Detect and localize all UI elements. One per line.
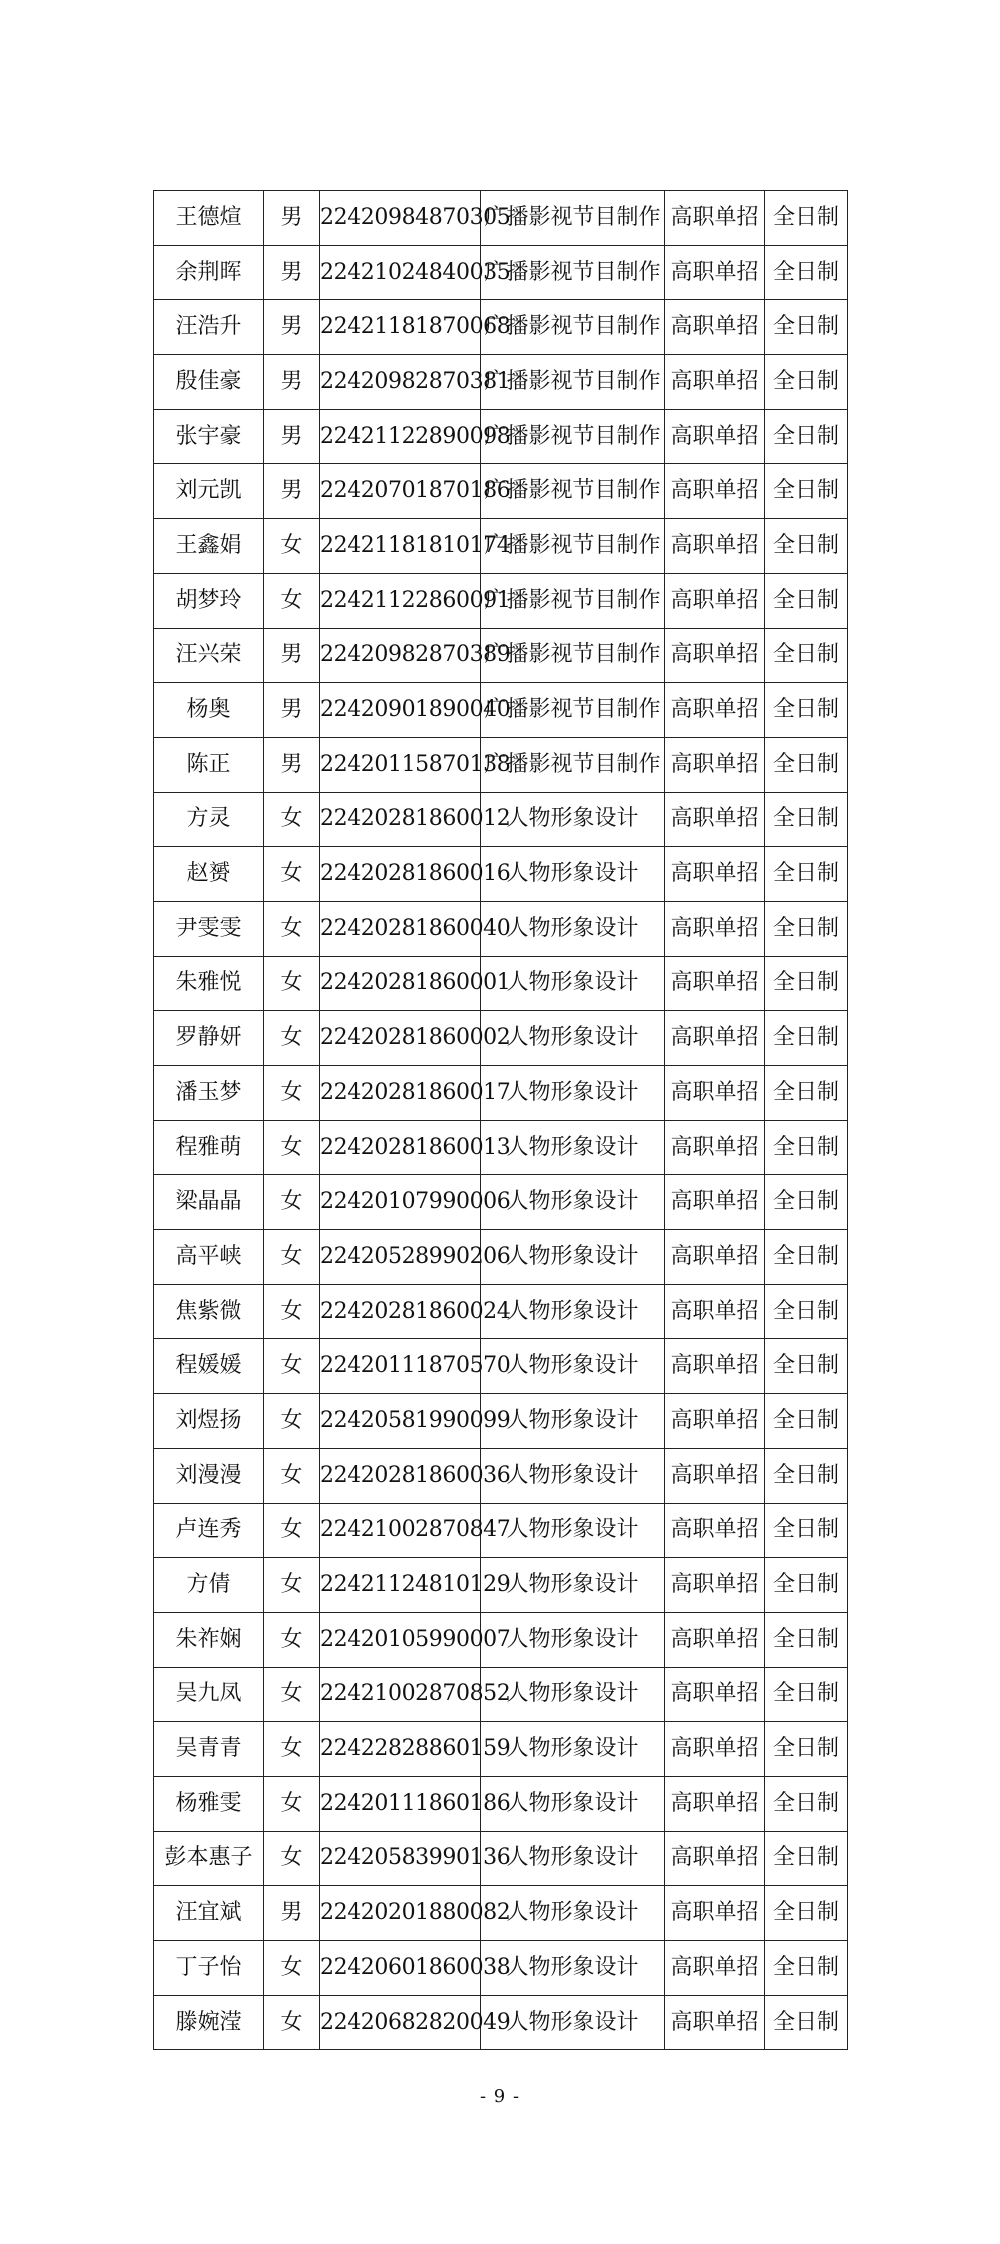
table-row xyxy=(154,901,848,956)
major-cell: 人物形象设计 xyxy=(481,1667,665,1722)
major-cell: 广播影视节目制作 xyxy=(481,464,665,519)
gender-cell: 女 xyxy=(264,1011,320,1066)
gender-cell: 女 xyxy=(264,1448,320,1503)
major-cell: 人物形象设计 xyxy=(481,1941,665,1996)
major-cell: 广播影视节目制作 xyxy=(481,573,665,628)
candidate-number-cell: 22420107990006 xyxy=(320,1175,481,1230)
gender-cell: 女 xyxy=(264,1722,320,1777)
student-name-cell: 余荆晖 xyxy=(154,245,264,300)
candidate-number-cell: 22421002870847 xyxy=(320,1503,481,1558)
major-cell: 广播影视节目制作 xyxy=(481,409,665,464)
candidate-number-cell: 22420982870389 xyxy=(320,628,481,683)
major-cell: 广播影视节目制作 xyxy=(481,683,665,738)
major-cell: 广播影视节目制作 xyxy=(481,191,665,246)
gender-cell: 女 xyxy=(264,1667,320,1722)
major-cell: 人物形象设计 xyxy=(481,1230,665,1285)
major-cell: 人物形象设计 xyxy=(481,1831,665,1886)
admission-type-cell: 高职单招 xyxy=(665,245,765,300)
roster-body xyxy=(154,191,848,2050)
student-name-cell: 方灵 xyxy=(154,792,264,847)
student-name-cell: 杨奥 xyxy=(154,683,264,738)
student-name-cell: 滕婉滢 xyxy=(154,1995,264,2050)
major-cell: 人物形象设计 xyxy=(481,1339,665,1394)
admission-type-cell: 高职单招 xyxy=(665,1667,765,1722)
gender-cell: 男 xyxy=(264,245,320,300)
study-mode-cell: 全日制 xyxy=(765,1612,848,1667)
table-row xyxy=(154,573,848,628)
gender-cell: 女 xyxy=(264,956,320,1011)
gender-cell: 男 xyxy=(264,409,320,464)
gender-cell: 男 xyxy=(264,628,320,683)
major-cell: 人物形象设计 xyxy=(481,1120,665,1175)
table-row xyxy=(154,1886,848,1941)
gender-cell: 女 xyxy=(264,1776,320,1831)
student-name-cell: 吴九凤 xyxy=(154,1667,264,1722)
candidate-number-cell: 22420528990206 xyxy=(320,1230,481,1285)
student-name-cell: 朱雅悦 xyxy=(154,956,264,1011)
gender-cell: 男 xyxy=(264,191,320,246)
candidate-number-cell: 22420982870381 xyxy=(320,355,481,410)
gender-cell: 女 xyxy=(264,1339,320,1394)
student-name-cell: 彭本惠子 xyxy=(154,1831,264,1886)
gender-cell: 男 xyxy=(264,300,320,355)
candidate-number-cell: 22420682820049 xyxy=(320,1995,481,2050)
study-mode-cell: 全日制 xyxy=(765,1448,848,1503)
admission-type-cell: 高职单招 xyxy=(665,409,765,464)
admission-type-cell: 高职单招 xyxy=(665,1886,765,1941)
table-row xyxy=(154,1941,848,1996)
major-cell: 人物形象设计 xyxy=(481,1394,665,1449)
candidate-number-cell: 22420281860036 xyxy=(320,1448,481,1503)
gender-cell: 男 xyxy=(264,683,320,738)
table-row xyxy=(154,519,848,574)
candidate-number-cell: 22420281860024 xyxy=(320,1284,481,1339)
student-name-cell: 卢连秀 xyxy=(154,1503,264,1558)
study-mode-cell: 全日制 xyxy=(765,792,848,847)
admission-type-cell: 高职单招 xyxy=(665,1448,765,1503)
candidate-number-cell: 22421122860091 xyxy=(320,573,481,628)
table-row xyxy=(154,1558,848,1613)
table-row xyxy=(154,409,848,464)
study-mode-cell: 全日制 xyxy=(765,1011,848,1066)
gender-cell: 男 xyxy=(264,1886,320,1941)
major-cell: 人物形象设计 xyxy=(481,901,665,956)
table-row xyxy=(154,792,848,847)
gender-cell: 女 xyxy=(264,1394,320,1449)
student-name-cell: 汪兴荣 xyxy=(154,628,264,683)
table-row xyxy=(154,1120,848,1175)
admission-type-cell: 高职单招 xyxy=(665,1612,765,1667)
study-mode-cell: 全日制 xyxy=(765,573,848,628)
table-row xyxy=(154,355,848,410)
table-row xyxy=(154,464,848,519)
study-mode-cell: 全日制 xyxy=(765,737,848,792)
table-row xyxy=(154,628,848,683)
page-number: - 9 - xyxy=(479,2086,521,2107)
student-name-cell: 方倩 xyxy=(154,1558,264,1613)
candidate-number-cell: 22420111870570 xyxy=(320,1339,481,1394)
study-mode-cell: 全日制 xyxy=(765,1667,848,1722)
admission-type-cell: 高职单招 xyxy=(665,847,765,902)
admission-type-cell: 高职单招 xyxy=(665,355,765,410)
candidate-number-cell: 22421024840035 xyxy=(320,245,481,300)
admission-type-cell: 高职单招 xyxy=(665,1995,765,2050)
study-mode-cell: 全日制 xyxy=(765,1995,848,2050)
student-name-cell: 高平峡 xyxy=(154,1230,264,1285)
study-mode-cell: 全日制 xyxy=(765,901,848,956)
major-cell: 广播影视节目制作 xyxy=(481,628,665,683)
table-row xyxy=(154,300,848,355)
gender-cell: 男 xyxy=(264,464,320,519)
gender-cell: 女 xyxy=(264,519,320,574)
table-row xyxy=(154,1284,848,1339)
study-mode-cell: 全日制 xyxy=(765,1776,848,1831)
student-name-cell: 胡梦玲 xyxy=(154,573,264,628)
student-name-cell: 潘玉梦 xyxy=(154,1066,264,1121)
major-cell: 广播影视节目制作 xyxy=(481,355,665,410)
student-name-cell: 程媛媛 xyxy=(154,1339,264,1394)
admission-type-cell: 高职单招 xyxy=(665,1503,765,1558)
student-name-cell: 刘漫漫 xyxy=(154,1448,264,1503)
gender-cell: 女 xyxy=(264,1558,320,1613)
table-row xyxy=(154,1612,848,1667)
table-row xyxy=(154,1175,848,1230)
gender-cell: 女 xyxy=(264,573,320,628)
table-row xyxy=(154,1339,848,1394)
major-cell: 人物形象设计 xyxy=(481,1066,665,1121)
major-cell: 广播影视节目制作 xyxy=(481,519,665,574)
candidate-number-cell: 22420701870186 xyxy=(320,464,481,519)
study-mode-cell: 全日制 xyxy=(765,1120,848,1175)
table-row xyxy=(154,1667,848,1722)
table-row xyxy=(154,1394,848,1449)
study-mode-cell: 全日制 xyxy=(765,1558,848,1613)
major-cell: 人物形象设计 xyxy=(481,1503,665,1558)
candidate-number-cell: 22420281860017 xyxy=(320,1066,481,1121)
study-mode-cell: 全日制 xyxy=(765,1175,848,1230)
study-mode-cell: 全日制 xyxy=(765,409,848,464)
candidate-number-cell: 22420984870305 xyxy=(320,191,481,246)
student-name-cell: 殷佳豪 xyxy=(154,355,264,410)
candidate-number-cell: 22420281860012 xyxy=(320,792,481,847)
candidate-number-cell: 22420281860002 xyxy=(320,1011,481,1066)
candidate-number-cell: 22420115870138 xyxy=(320,737,481,792)
table-row xyxy=(154,245,848,300)
student-name-cell: 陈正 xyxy=(154,737,264,792)
gender-cell: 女 xyxy=(264,1941,320,1996)
table-row xyxy=(154,1011,848,1066)
admission-type-cell: 高职单招 xyxy=(665,300,765,355)
table-row xyxy=(154,1066,848,1121)
study-mode-cell: 全日制 xyxy=(765,628,848,683)
candidate-number-cell: 22422828860159 xyxy=(320,1722,481,1777)
student-name-cell: 张宇豪 xyxy=(154,409,264,464)
admission-type-cell: 高职单招 xyxy=(665,901,765,956)
gender-cell: 女 xyxy=(264,847,320,902)
candidate-number-cell: 22420281860040 xyxy=(320,901,481,956)
major-cell: 广播影视节目制作 xyxy=(481,300,665,355)
major-cell: 人物形象设计 xyxy=(481,1886,665,1941)
table-row xyxy=(154,1831,848,1886)
study-mode-cell: 全日制 xyxy=(765,1339,848,1394)
candidate-number-cell: 22421124810129 xyxy=(320,1558,481,1613)
major-cell: 人物形象设计 xyxy=(481,1011,665,1066)
student-name-cell: 丁子怡 xyxy=(154,1941,264,1996)
study-mode-cell: 全日制 xyxy=(765,1503,848,1558)
admission-type-cell: 高职单招 xyxy=(665,1394,765,1449)
candidate-number-cell: 22420201880082 xyxy=(320,1886,481,1941)
study-mode-cell: 全日制 xyxy=(765,1722,848,1777)
student-name-cell: 汪宜斌 xyxy=(154,1886,264,1941)
student-name-cell: 杨雅雯 xyxy=(154,1776,264,1831)
admission-type-cell: 高职单招 xyxy=(665,1175,765,1230)
major-cell: 人物形象设计 xyxy=(481,1558,665,1613)
student-roster-table xyxy=(153,190,848,2050)
student-name-cell: 汪浩升 xyxy=(154,300,264,355)
gender-cell: 女 xyxy=(264,1612,320,1667)
study-mode-cell: 全日制 xyxy=(765,355,848,410)
table-row xyxy=(154,1776,848,1831)
major-cell: 人物形象设计 xyxy=(481,847,665,902)
admission-type-cell: 高职单招 xyxy=(665,1230,765,1285)
study-mode-cell: 全日制 xyxy=(765,847,848,902)
student-name-cell: 王鑫娟 xyxy=(154,519,264,574)
gender-cell: 男 xyxy=(264,355,320,410)
candidate-number-cell: 22421122890098 xyxy=(320,409,481,464)
table-row xyxy=(154,1995,848,2050)
study-mode-cell: 全日制 xyxy=(765,1394,848,1449)
study-mode-cell: 全日制 xyxy=(765,1886,848,1941)
candidate-number-cell: 22420111860186 xyxy=(320,1776,481,1831)
admission-type-cell: 高职单招 xyxy=(665,1120,765,1175)
admission-type-cell: 高职单招 xyxy=(665,792,765,847)
study-mode-cell: 全日制 xyxy=(765,1284,848,1339)
student-name-cell: 刘煜扬 xyxy=(154,1394,264,1449)
table-row xyxy=(154,956,848,1011)
admission-type-cell: 高职单招 xyxy=(665,573,765,628)
student-name-cell: 赵赟 xyxy=(154,847,264,902)
study-mode-cell: 全日制 xyxy=(765,245,848,300)
candidate-number-cell: 22421181810174 xyxy=(320,519,481,574)
gender-cell: 女 xyxy=(264,1175,320,1230)
study-mode-cell: 全日制 xyxy=(765,683,848,738)
study-mode-cell: 全日制 xyxy=(765,519,848,574)
table-row xyxy=(154,847,848,902)
major-cell: 人物形象设计 xyxy=(481,1995,665,2050)
candidate-number-cell: 22420583990136 xyxy=(320,1831,481,1886)
table-row xyxy=(154,191,848,246)
study-mode-cell: 全日制 xyxy=(765,464,848,519)
gender-cell: 女 xyxy=(264,1831,320,1886)
student-name-cell: 王德煊 xyxy=(154,191,264,246)
student-name-cell: 吴青青 xyxy=(154,1722,264,1777)
major-cell: 人物形象设计 xyxy=(481,792,665,847)
candidate-number-cell: 22420601860038 xyxy=(320,1941,481,1996)
admission-type-cell: 高职单招 xyxy=(665,519,765,574)
student-name-cell: 刘元凯 xyxy=(154,464,264,519)
admission-type-cell: 高职单招 xyxy=(665,1722,765,1777)
major-cell: 人物形象设计 xyxy=(481,1175,665,1230)
gender-cell: 女 xyxy=(264,1995,320,2050)
student-name-cell: 朱祚娴 xyxy=(154,1612,264,1667)
table-row xyxy=(154,1722,848,1777)
gender-cell: 女 xyxy=(264,1230,320,1285)
major-cell: 人物形象设计 xyxy=(481,1776,665,1831)
major-cell: 广播影视节目制作 xyxy=(481,245,665,300)
candidate-number-cell: 22421002870852 xyxy=(320,1667,481,1722)
candidate-number-cell: 22420281860013 xyxy=(320,1120,481,1175)
admission-type-cell: 高职单招 xyxy=(665,191,765,246)
gender-cell: 男 xyxy=(264,737,320,792)
candidate-number-cell: 22420281860016 xyxy=(320,847,481,902)
study-mode-cell: 全日制 xyxy=(765,956,848,1011)
major-cell: 人物形象设计 xyxy=(481,1722,665,1777)
candidate-number-cell: 22420105990007 xyxy=(320,1612,481,1667)
admission-type-cell: 高职单招 xyxy=(665,1831,765,1886)
major-cell: 广播影视节目制作 xyxy=(481,737,665,792)
admission-type-cell: 高职单招 xyxy=(665,464,765,519)
table-row xyxy=(154,1448,848,1503)
study-mode-cell: 全日制 xyxy=(765,1941,848,1996)
major-cell: 人物形象设计 xyxy=(481,1448,665,1503)
candidate-number-cell: 22420581990099 xyxy=(320,1394,481,1449)
study-mode-cell: 全日制 xyxy=(765,300,848,355)
gender-cell: 女 xyxy=(264,1284,320,1339)
gender-cell: 女 xyxy=(264,792,320,847)
gender-cell: 女 xyxy=(264,1066,320,1121)
admission-type-cell: 高职单招 xyxy=(665,1558,765,1613)
study-mode-cell: 全日制 xyxy=(765,1230,848,1285)
admission-type-cell: 高职单招 xyxy=(665,1284,765,1339)
student-name-cell: 程雅萌 xyxy=(154,1120,264,1175)
study-mode-cell: 全日制 xyxy=(765,1066,848,1121)
table-row xyxy=(154,737,848,792)
admission-type-cell: 高职单招 xyxy=(665,628,765,683)
student-name-cell: 焦紫微 xyxy=(154,1284,264,1339)
admission-type-cell: 高职单招 xyxy=(665,683,765,738)
admission-type-cell: 高职单招 xyxy=(665,1011,765,1066)
admission-type-cell: 高职单招 xyxy=(665,1339,765,1394)
table-row xyxy=(154,1230,848,1285)
admission-type-cell: 高职单招 xyxy=(665,1941,765,1996)
candidate-number-cell: 22421181870068 xyxy=(320,300,481,355)
admission-type-cell: 高职单招 xyxy=(665,737,765,792)
candidate-number-cell: 22420901890040 xyxy=(320,683,481,738)
major-cell: 人物形象设计 xyxy=(481,1284,665,1339)
major-cell: 人物形象设计 xyxy=(481,1612,665,1667)
admission-type-cell: 高职单招 xyxy=(665,1776,765,1831)
student-name-cell: 尹雯雯 xyxy=(154,901,264,956)
table-row xyxy=(154,683,848,738)
study-mode-cell: 全日制 xyxy=(765,1831,848,1886)
admission-type-cell: 高职单招 xyxy=(665,1066,765,1121)
student-name-cell: 梁晶晶 xyxy=(154,1175,264,1230)
candidate-number-cell: 22420281860001 xyxy=(320,956,481,1011)
gender-cell: 女 xyxy=(264,1120,320,1175)
study-mode-cell: 全日制 xyxy=(765,191,848,246)
admission-type-cell: 高职单招 xyxy=(665,956,765,1011)
table-row xyxy=(154,1503,848,1558)
major-cell: 人物形象设计 xyxy=(481,956,665,1011)
student-name-cell: 罗静妍 xyxy=(154,1011,264,1066)
gender-cell: 女 xyxy=(264,1503,320,1558)
gender-cell: 女 xyxy=(264,901,320,956)
